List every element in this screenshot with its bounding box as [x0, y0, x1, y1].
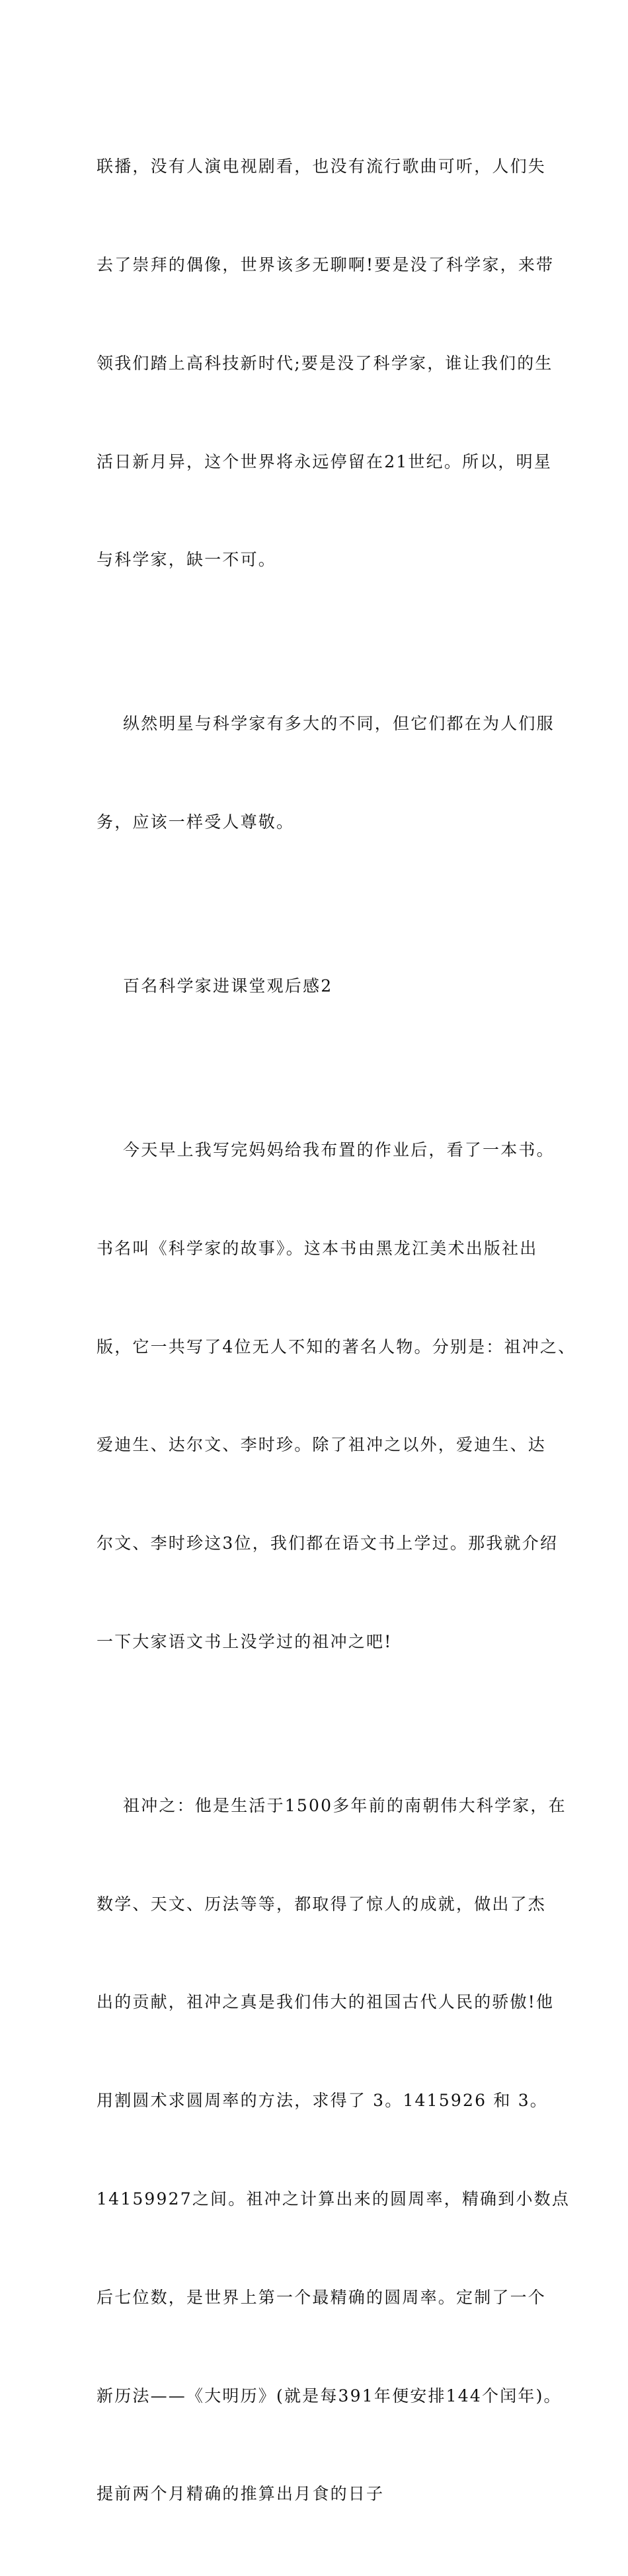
paragraph-2	[97, 642, 553, 904]
text-line: 务，应该一样受人尊敬。	[97, 812, 295, 832]
text-line: 提前两个月精确的推算出月食的日子	[97, 2484, 385, 2504]
text-line: 尔文、李时珍这3位，我们都在语文书上学过。那我就介绍	[97, 1534, 559, 1553]
text-line: 数学、天文、历法等等，都取得了惊人的成就，做出了杰	[97, 1894, 547, 1914]
text-line: 用割圆术求圆周率的方法，求得了 3。1415926 和 3。	[97, 2091, 548, 2111]
text-line: 活日新月异，这个世界将永远停留在21世纪。所以，明星	[97, 451, 553, 471]
text-line: 新历法——《大明历》(就是每391年便安排144个闰年)。	[97, 2386, 562, 2405]
text-line: 版，它一共写了4位无人不知的著名人物。分别是：祖冲之、	[97, 1337, 576, 1356]
text-line: 出的贡献，祖冲之真是我们伟大的祖国古代人民的骄傲!他	[97, 1992, 555, 2012]
text-line: 书名叫《科学家的故事》。这本书由黑龙江美术出版社出	[97, 1238, 538, 1258]
section-heading	[97, 904, 553, 1068]
text-line: 祖冲之：他是生活于1500多年前的南朝伟大科学家，在	[123, 1795, 567, 1815]
text-line: 后七位数，是世界上第一个最精确的圆周率。定制了一个	[97, 2287, 547, 2307]
text-line: 纵然明星与科学家有多大的不同，但它们都在为人们服	[123, 714, 555, 734]
text-line: 14159927之间。祖冲之计算出来的圆周率，精确到小数点	[97, 2189, 570, 2208]
paragraph-1	[97, 85, 553, 642]
text-line: 一下大家语文书上没学过的祖冲之吧!	[97, 1631, 393, 1651]
paragraph-4	[97, 1724, 570, 2576]
text-line: 去了崇拜的偶像，世界该多无聊啊!要是没了科学家，来带	[97, 254, 555, 274]
text-line: 联播，没有人演电视剧看，也没有流行歌曲可听，人们失	[97, 157, 547, 176]
text-line: 领我们踏上高科技新时代;要是没了科学家，谁让我们的生	[97, 353, 553, 373]
text-line: 与科学家，缺一不可。	[97, 550, 277, 570]
text-line: 爱迪生、达尔文、李时珍。除了祖冲之以外，爱迪生、达	[97, 1435, 547, 1455]
document-body	[97, 85, 576, 2576]
text-line: 今天早上我写完妈妈给我布置的作业后，看了一本书。	[123, 1140, 555, 1159]
heading-text: 百名科学家进课堂观后感2	[123, 976, 333, 996]
paragraph-3	[97, 1068, 576, 1724]
